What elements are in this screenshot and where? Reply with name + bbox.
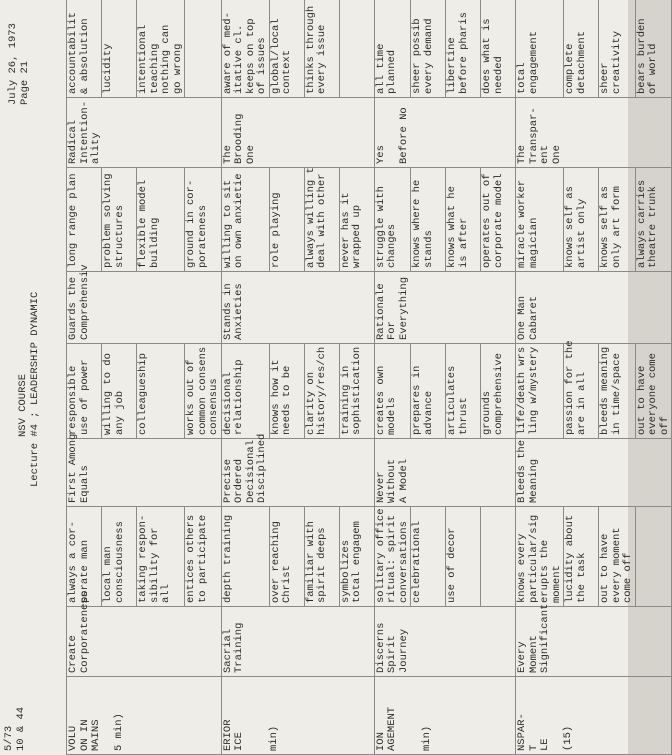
- method-cell-text: knows self as artist only: [564, 186, 588, 268]
- leadership-table: [66, 0, 672, 755]
- mark-cell-text: sheer creativity: [599, 30, 623, 94]
- method-cell: [481, 168, 516, 272]
- mark-cell-text: thinks through every issue: [304, 5, 328, 94]
- role-cell-text: Every Moment Significant: [516, 603, 551, 673]
- practice-cell: [269, 344, 304, 439]
- attribute-cell-text: celebrational: [411, 521, 423, 603]
- mark-cell-text: sheer possib every demand: [411, 18, 435, 94]
- table-row: [221, 0, 269, 755]
- mark-cell-text: complete detachment: [564, 30, 588, 94]
- quality-cell: [67, 433, 222, 507]
- stance-cell: [516, 272, 672, 344]
- practice-cell: [102, 344, 137, 439]
- mark-cell-text: intentional teaching nothing can go wrong: [137, 24, 184, 94]
- header-page-number: Page 21: [19, 60, 31, 105]
- mark-cell: [481, 0, 516, 98]
- attribute-cell: [564, 507, 599, 607]
- practice-cell-text: out to have everyone come off: [635, 353, 671, 435]
- attribute-cell-text: lucidity about the task: [564, 514, 588, 603]
- method-cell-text: knows self as only art form: [599, 186, 623, 268]
- attribute-cell: [374, 507, 411, 607]
- practice-cell-text: works out of common consens consensus: [185, 346, 220, 435]
- method-cell: [67, 168, 102, 272]
- attribute-cell-text: solitary office ritual: spirit conversations: [374, 508, 410, 603]
- practice-cell-text: prepares in advance: [411, 365, 435, 435]
- mark-cell-text: does what is needed: [481, 18, 505, 94]
- mark-cell: [374, 0, 411, 98]
- category-cell-text: VOLU ON IN MAINS 5 min): [67, 713, 125, 751]
- mark-cell: [564, 0, 599, 98]
- method-cell-text: problem solving structures: [102, 173, 126, 268]
- image-cell-text: The Transpar- ent One: [516, 107, 563, 164]
- method-cell: [446, 168, 481, 272]
- attribute-cell-text: depth training: [221, 514, 234, 603]
- method-cell-text: operates out of corporate model: [481, 173, 505, 268]
- method-cell-text: always carries theatre trunk: [635, 179, 659, 268]
- attribute-cell-text: symbolizes total engagem: [339, 521, 363, 603]
- attribute-cell-text: use of decor: [446, 527, 458, 603]
- method-cell: [221, 168, 269, 272]
- practice-cell-text: training in sophistication: [339, 346, 363, 435]
- practice-cell: [411, 344, 446, 439]
- category-cell: [374, 677, 516, 755]
- header-code-2: 10 & 44: [15, 706, 27, 751]
- practice-cell: [599, 344, 636, 439]
- attribute-cell-text: always a cor- porate man: [67, 521, 91, 603]
- category-cell-text: ION AGEMENT min): [374, 706, 433, 751]
- quality-cell: [516, 439, 672, 507]
- mark-cell-text: all time planned: [374, 43, 398, 94]
- attribute-cell-text: over reaching Christ: [269, 521, 293, 603]
- method-cell: [304, 168, 339, 272]
- attribute-cell: [481, 507, 516, 607]
- attribute-cell-text: knows every particular/sig erupts the moment: [516, 514, 563, 603]
- practice-cell-text: passion for the are in all: [564, 340, 588, 435]
- quality-cell-text: Never Without A Model: [374, 458, 410, 503]
- mark-cell: [635, 0, 672, 98]
- table-row: [67, 0, 102, 755]
- attribute-cell: [102, 507, 137, 607]
- mark-cell: [137, 0, 185, 98]
- stance-cell-text: Rationale For Everything: [374, 276, 410, 340]
- method-cell-text: never has it wrapped up: [339, 192, 363, 268]
- mark-cell: [221, 0, 269, 98]
- method-cell: [516, 168, 564, 272]
- image-cell: [67, 98, 222, 168]
- method-cell: [185, 168, 222, 272]
- method-cell: [374, 168, 411, 272]
- attribute-cell-text: out to have every moment come off: [599, 527, 634, 603]
- quality-cell-text: Precise Ordered Decisional Disciplined: [221, 433, 268, 503]
- stance-cell: [221, 272, 374, 344]
- image-cell: [516, 98, 672, 168]
- method-cell-text: knows where he stands: [411, 179, 435, 268]
- attribute-cell-text: taking respon- sibility for all: [137, 514, 172, 603]
- role-cell-text: Sacrial Training: [221, 622, 245, 673]
- quality-cell-text: First Among Equals: [67, 433, 91, 503]
- mark-cell-text: libertine before pharis: [446, 12, 470, 94]
- quality-cell-text: Bleeds the Meaning: [516, 439, 540, 503]
- mark-cell-text: global/local context: [269, 18, 293, 94]
- mark-cell: [516, 0, 564, 98]
- practice-cell: [137, 344, 185, 439]
- category-cell: [221, 677, 374, 755]
- stance-cell-text: One Man Cabaret: [516, 295, 540, 340]
- attribute-cell: [516, 507, 564, 607]
- practice-cell-text: grounds comprehensive: [481, 353, 505, 435]
- attribute-cell: [446, 507, 481, 607]
- method-cell: [599, 168, 636, 272]
- practice-cell: [304, 344, 339, 439]
- mark-cell: [102, 0, 137, 98]
- category-cell: [67, 677, 222, 755]
- role-cell: [374, 607, 516, 677]
- practice-cell: [221, 344, 269, 439]
- mark-cell-text: accountabilit & absolution: [67, 12, 91, 94]
- practice-cell-text: responsible use of power: [67, 359, 91, 435]
- method-cell: [339, 168, 374, 272]
- method-cell-text: always willing t deal with other: [304, 167, 328, 268]
- category-cell-text: NSPAR- T LE (15): [516, 713, 574, 751]
- role-cell: [516, 603, 672, 677]
- practice-cell: [374, 344, 411, 439]
- role-cell: [221, 607, 374, 677]
- category-cell-text: ERIOR ICE min): [221, 719, 280, 751]
- image-cell-text: The Brooding One: [221, 113, 257, 164]
- attribute-cell-text: entices others to participate: [185, 514, 209, 603]
- method-cell-text: willing to sit on own anxietie: [221, 173, 245, 268]
- stance-cell-text: Stands in Anxieties: [221, 283, 245, 340]
- practice-cell: [516, 344, 564, 439]
- mark-cell: [67, 0, 102, 98]
- attribute-cell: [411, 507, 446, 607]
- practice-cell: [481, 344, 516, 439]
- practice-cell-text: bleeds meaning in time/space: [599, 346, 623, 435]
- method-cell: [564, 168, 599, 272]
- role-cell-text: Create Corporateness: [67, 591, 91, 673]
- role-cell: [67, 591, 222, 677]
- method-cell-text: knows what he is after: [446, 186, 470, 268]
- table-row: [374, 0, 411, 755]
- stance-cell: [67, 264, 222, 344]
- attribute-cell-text: familiar with spirit deeps: [304, 521, 328, 603]
- method-cell-text: ground in cor- porateness: [185, 179, 209, 268]
- header-code-1: 5/73: [3, 725, 15, 751]
- attribute-cell: [185, 507, 222, 607]
- mark-cell-text: total engagement: [516, 30, 540, 94]
- mark-cell: [599, 0, 636, 98]
- practice-cell: [67, 344, 102, 439]
- attribute-cell: [137, 507, 185, 607]
- practice-cell: [446, 344, 481, 439]
- category-cell: [516, 677, 672, 755]
- image-cell-text: Radical Intention- ality: [67, 100, 102, 164]
- method-cell-text: flexible model building: [137, 179, 161, 268]
- method-cell-text: struggle with changes: [374, 186, 398, 268]
- practice-cell-text: creates own models: [374, 365, 398, 435]
- method-cell-text: miracle worker magician: [516, 179, 540, 268]
- mark-cell: [269, 0, 304, 98]
- lecture-title: Lecture #4 ; LEADERSHIP DYNAMIC: [29, 291, 41, 487]
- practice-cell-text: life/death wrs ling w/mystery: [516, 346, 540, 435]
- mark-cell: [339, 0, 374, 98]
- role-cell-text: Discerns Spirit Journey: [374, 622, 410, 673]
- image-cell-text: Yes Before No: [374, 107, 410, 164]
- practice-cell-text: willing to do any job: [102, 353, 126, 435]
- image-cell: [221, 98, 374, 168]
- mark-cell-text: bears burden of world: [635, 18, 659, 94]
- mark-cell: [185, 0, 222, 98]
- quality-cell: [374, 439, 516, 507]
- method-cell: [102, 168, 137, 272]
- mark-cell-text: lucidity: [102, 43, 114, 94]
- practice-cell-text: clarity on history/res/ch: [304, 346, 328, 435]
- course-title: NSV COURSE: [17, 373, 29, 437]
- attribute-cell: [67, 507, 102, 607]
- mark-cell: [446, 0, 481, 98]
- table-row: [516, 0, 564, 755]
- practice-cell: [185, 344, 222, 439]
- attribute-cell: [221, 507, 269, 607]
- method-cell: [269, 168, 304, 272]
- attribute-cell: [339, 507, 374, 607]
- attribute-cell-text: local man consciousness: [102, 521, 126, 603]
- image-cell: [374, 98, 516, 168]
- method-cell-text: role playing: [269, 192, 282, 268]
- quality-cell: [221, 433, 374, 507]
- attribute-cell: [599, 507, 636, 607]
- stance-cell: [374, 272, 516, 344]
- practice-cell-text: articulates thrust: [446, 365, 470, 435]
- practice-cell: [339, 344, 374, 439]
- practice-cell-text: colleagueship: [137, 353, 149, 435]
- mark-cell: [411, 0, 446, 98]
- method-cell: [635, 168, 672, 272]
- practice-cell: [564, 340, 599, 439]
- header-date: July 26, 1973: [7, 23, 19, 105]
- attribute-cell: [635, 507, 672, 607]
- method-cell-text: long range plan: [67, 173, 79, 268]
- practice-cell: [635, 344, 672, 439]
- practice-cell-text: decisional relationship: [221, 359, 245, 435]
- practice-cell-text: knows how it needs to be: [269, 359, 293, 435]
- attribute-cell: [269, 507, 304, 607]
- method-cell: [137, 168, 185, 272]
- mark-cell-text: aware of med- itative cl. keeps on top of issues: [221, 12, 268, 94]
- mark-cell: [304, 0, 339, 98]
- stance-cell-text: Guards the Comprehensiv: [67, 264, 91, 340]
- method-cell: [411, 168, 446, 272]
- attribute-cell: [304, 507, 339, 607]
